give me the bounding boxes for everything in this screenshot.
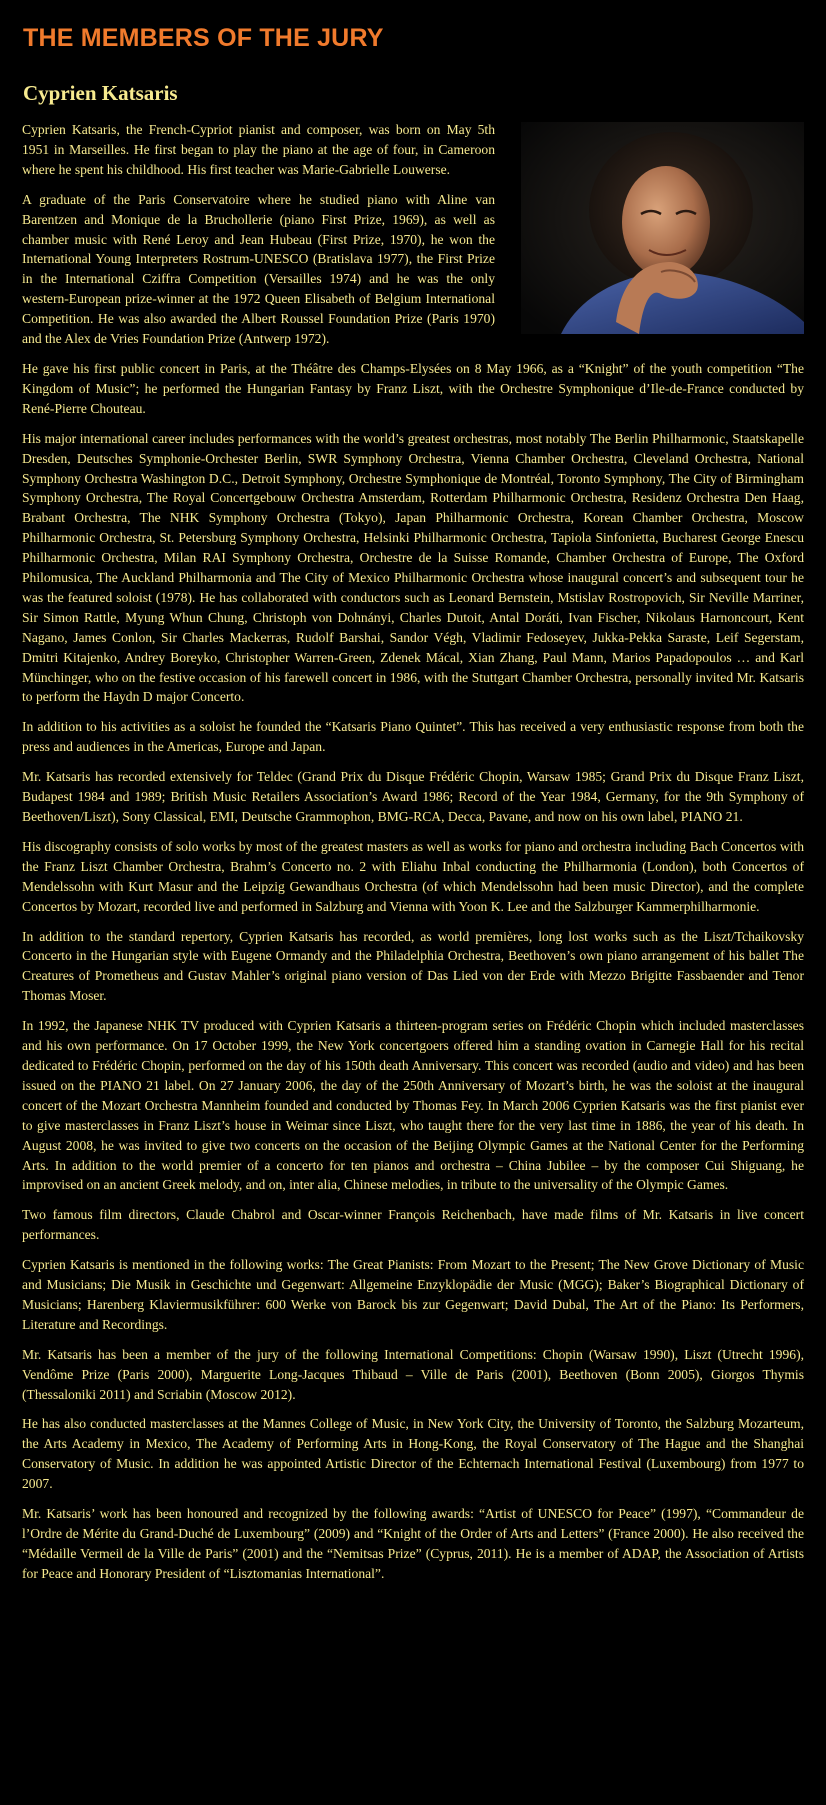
biography — [22, 120, 804, 1584]
bio-paragraph: His discography consists of solo works by most of the greatest masters as well as works for piano and orchestra including Bach Concertos with the Franz Liszt Chamber Orchestra, Brahm’s Concerto no. 2 with Eliahu Inbal conducting the Philharmonia (London), both Concertos of Mendelssohn with Kurt Masur and the Leipzig Gewandhaus Orchestra (of which Mendelssohn had been music Director), and the complete Concertos by Mozart, recorded live and performed in Salzburg and Vienna with Yoon K. Lee and the Salzburger Kammerphilharmonie. — [22, 838, 804, 914]
bio-paragraph: Cyprien Katsaris, the French-Cypriot pianist and composer, was born on May 5th 1951 in Marseilles. He first began to play the piano at the age of four, in Cameroon where he spent his childhood. His first teacher was Marie-Gabrielle Louwerse. — [22, 122, 495, 177]
bio-paragraph: He has also conducted masterclasses at the Mannes College of Music, in New York City, the University of Toronto, the Salzburg Mozarteum, the Arts Academy in Mexico, The Academy of Performing Arts in Hong-Kong, the Royal Conservatory of The Hague and the Shanghai Conservatory of Music. In addition he was appointed Artistic Director of the Echternach International Festival (Luxembourg) from 1977 to 2007. — [22, 1416, 804, 1492]
bio-paragraph: He gave his first public concert in Paris, at the Théâtre des Champs-Elysées on 8 May 1966, as a “Knight” of the youth competition “The Kingdom of Music”; he performed the Hungarian Fantasy by Franz Liszt, with the Orchestre Symphonique d’Ile-de-France conducted by René-Pierre Chouteau. — [22, 360, 804, 416]
bio-paragraph: A graduate of the Paris Conservatoire where he studied piano with Aline van Barentzen and Monique de la Bruchollerie (piano First Prize, 1969), as well as chamber music with René Leroy and Jean Hubeau (First Prize, 1970), he won the International Young Interpreters Rostrum-UNESCO (Bratislava 1977), the First Prize in the International Cziffra Competition (Versailles 1974) and he was the only western-European prize-winner at the 1972 Queen Elisabeth of Belgium International Competition. He was also awarded the Albert Roussel Foundation Prize (Paris 1970) and the Alex de Vries Foundation Prize (Antwerp 1972). — [22, 191, 495, 347]
intro-text — [22, 120, 495, 359]
portrait-photo — [521, 122, 804, 334]
person-name: Cyprien Katsaris — [23, 81, 178, 105]
bio-paragraph: His major international career includes performances with the world’s greatest orchestras, most notably The Berlin Philharmonic, Staatskapelle Dresden, Deutsches Symphonie-Orchester Berlin, SWR Symphony Orchestra, Vienna Chamber Orchestra, Cleveland Orchestra, National Symphony Orchestra Washington D.C., Detroit Symphony, Orchestre Symphonique de Montréal, Toronto Symphony, The City of Birmingham Symphony Orchestra, The Royal Concertgebouw Orchestra Amsterdam, Rotterdam Philharmonic Orchestra, Residenz Orchestra Den Haag, Brabant Orchestra, The NHK Symphony Orchestra (Tokyo), Japan Philharmonic Orchestra, Korean Chamber Orchestra, Moscow Philharmonic Orchestra, St. Petersburg Symphony Orchestra, Helsinki Philharmonic Orchestra, Tapiola Sinfonietta, Bucharest George Enescu Philharmonic Orchestra, Milan RAI Symphony Orchestra, Orchestre de la Suisse Romande, Chamber Orchestra of Europe, The Oxford Philomusica, The Auckland Philharmonia and The City of Mexico Philharmonic Orchestra whose inaugural concert’s and subsequent tour he was the featured soloist (1978). He has collaborated with conductors such as Leonard Bernstein, Mstislav Rostropovich, Sir Neville Marriner, Sir Simon Rattle, Myung Whun Chung, Christoph von Dohnányi, Charles Dutoit, Antal Doráti, Ivan Fischer, Nikolaus Harnoncourt, Kent Nagano, James Conlon, Sir Charles Mackerras, Rudolf Barshai, Sandor Végh, Vladimir Fedoseyev, Jukka-Pekka Saraste, Leif Segerstam, Dmitri Kitajenko, Andrey Boreyko, Christopher Warren-Green, Zdenek Mácal, Xian Zhang, Paul Mann, Marios Papadopoulos … and Karl Münchinger, who on the festive occasion of his farewell concert in 1986, with the Stuttgart Chamber Orchestra, personally invited Mr. Katsaris to perform the Haydn D major Concerto. — [22, 430, 804, 705]
bio-paragraph: Mr. Katsaris has recorded extensively for Teldec (Grand Prix du Disque Frédéric Chopin, Warsaw 1985; Grand Prix du Disque Franz Liszt, Budapest 1984 and 1989; British Music Retailers Association’s Award 1986; Record of the Year 1984, Germany, for the 9th Symphony of Beethoven/Liszt), Sony Classical, EMI, Deutsche Grammophon, BMG-RCA, Decca, Pavane, and now on his own label, PIANO 21. — [22, 769, 804, 824]
section-heading: THE MEMBERS OF THE JURY — [23, 24, 384, 52]
bio-paragraph: Mr. Katsaris’ work has been honoured and recognized by the following awards: “Artist of UNESCO for Peace” (1997), “Commandeur de l’Ordre de Mérite du Grand-Duché de Luxembourg” (2009) and “Knight of the Order of Arts and Letters” (France 2000). He also received the “Médaille Vermeil de la Ville de Paris” (2001) and the “Nemitsas Prize” (Cyprus, 2011). He is a member of ADAP, the Association of Artists for Peace and Honorary President of “Lisztomanias International”. — [22, 1506, 804, 1581]
bio-paragraph: Mr. Katsaris has been a member of the jury of the following International Competitions: Chopin (Warsaw 1990), Liszt (Utrecht 1996), Vendôme Prize (Paris 2000), Marguerite Long-Jacques Thibaud – Ville de Paris (2001), Beethoven (Bonn 2005), Giorgos Thymis (Thessaloniki 2011) and Scriabin (Moscow 2012). — [22, 1346, 804, 1402]
bio-paragraph: Two famous film directors, Claude Chabrol and Oscar-winner François Reichenbach, have made films of Mr. Katsaris in live concert performances. — [22, 1207, 804, 1243]
bio-paragraph: Cyprien Katsaris is mentioned in the following works: The Great Pianists: From Mozart to the Present; The New Grove Dictionary of Music and Musicians; Die Musik in Geschichte und Gegenwart: Allgemeine Enzyklopädie der Music (MGG); Baker’s Biographical Dictionary of Musicians; Harenberg Klaviermusikführer: 600 Werke von Barock bis zur Gegenwart; David Dubal, The Art of the Piano: Its Performers, Literature and Recordings. — [22, 1257, 804, 1332]
bio-paragraph: In 1992, the Japanese NHK TV produced with Cyprien Katsaris a thirteen-program series on Frédéric Chopin which included masterclasses and his own performance. On 17 October 1999, the New York concertgoers offered him a standing ovation in Carnegie Hall for his recital dedicated to Frédéric Chopin, performed on the day of his 150th death Anniversary. This concert was recorded (audio and video) and has been issued on the PIANO 21 label. On 27 January 2006, the day of the 250th Anniversary of Mozart’s birth, he was the soloist at the inaugural concert of the Mozart Orchestra Mannheim founded and conducted by Thomas Fey. In March 2006 Cyprien Katsaris was the first pianist ever to give masterclasses in Franz Liszt’s house in Weimar since Liszt, who taught there for the very last time in 1886, the year of his death. In August 2008, he was invited to give two concerts on the occasion of the Beijing Olympic Games at the National Center for the Performing Arts. In addition to the world premier of a concerto for ten pianos and orchestra – China Jubilee – by the composer Cui Shiguang, he improvised on an ancient Greek melody, and on, inter alia, Chinese melodies, in tribute to the universality of the Olympic Games. — [22, 1018, 804, 1193]
intro-block — [22, 120, 804, 359]
bio-paragraph: In addition to the standard repertory, Cyprien Katsaris has recorded, as world premières, long lost works such as the Liszt/Tchaikovsky Concerto in the Hungarian style with Eugene Ormandy and the Philadelphia Orchestra, Beethoven’s own piano arrangement of his ballet The Creatures of Prometheus and Gustav Mahler’s original piano version of Das Lied von der Erde with Mezzo Brigitte Fassbaender and Tenor Thomas Moser. — [22, 928, 804, 1004]
bio-paragraph: In addition to his activities as a soloist he founded the “Katsaris Piano Quintet”. This has received a very enthusiastic response from both the press and audiences in the Americas, Europe and Japan. — [22, 719, 804, 755]
